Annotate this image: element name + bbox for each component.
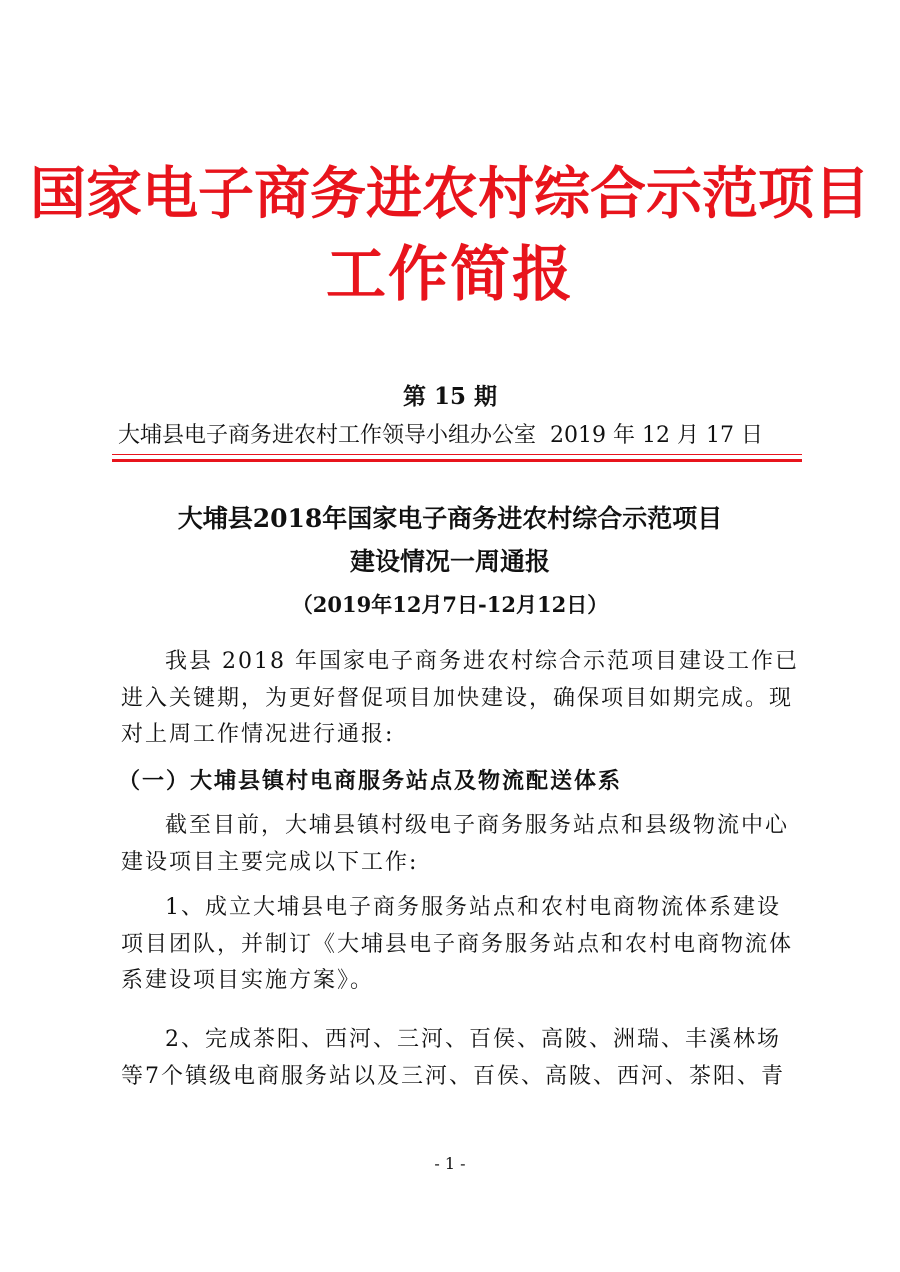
intro-paragraph — [121, 644, 799, 754]
article-title-line2: 建设情况一周通报 — [349, 547, 550, 576]
item1-paragraph — [121, 890, 793, 1000]
issue-number: 第 15 期 — [402, 383, 498, 410]
red-rule-thin — [112, 454, 802, 455]
item2-line: 等7个镇级电商服务站以及三河、百侯、高陂、西河、茶阳、青 — [121, 1063, 785, 1089]
item1-line: 1、成立大埔县电子商务服务站点和农村电商物流体系建设 — [165, 895, 781, 920]
issuer-name: 大埔县电子商务进农村工作领导小组办公室 — [118, 423, 537, 448]
intro-line: 对上周工作情况进行通报: — [121, 722, 395, 747]
page-number: - 1 - — [434, 1154, 466, 1173]
masthead-subtitle: 工作简报 — [326, 240, 574, 310]
status-line: 建设项目主要完成以下工作: — [121, 849, 419, 875]
item1-line: 项目团队，并制订《大埔县电子商务服务站点和农村电商物流体 — [121, 931, 794, 957]
item2-paragraph — [121, 1022, 793, 1095]
status-line: 截至目前，大埔县镇村级电子商务服务站点和县级物流中心 — [165, 813, 790, 838]
article-title-line1: 大埔县2018年国家电子商务进农村综合示范项目 — [177, 504, 723, 533]
item1-line: 系建设项目实施方案》。 — [121, 968, 375, 993]
issuer-date-line — [118, 421, 798, 451]
intro-line: 我县 2018 年国家电子商务进农村综合示范项目建设工作已 — [165, 649, 799, 674]
red-rule-thick — [112, 459, 802, 462]
article-period: （2019年12月7日-12月12日） — [291, 592, 609, 617]
section-heading: （一）大埔县镇村电商服务站点及物流配送体系 — [118, 768, 623, 794]
issue-date: 2019 年 12 月 17 日 — [550, 423, 763, 448]
masthead-title: 国家电子商务进农村综合示范项目 — [30, 161, 870, 227]
status-paragraph — [121, 808, 793, 881]
intro-line: 进入关键期，为更好督促项目加快建设，确保项目如期完成。现 — [121, 685, 794, 711]
item2-line: 2、完成茶阳、西河、三河、百侯、高陂、洲瑞、丰溪林场 — [165, 1027, 781, 1052]
